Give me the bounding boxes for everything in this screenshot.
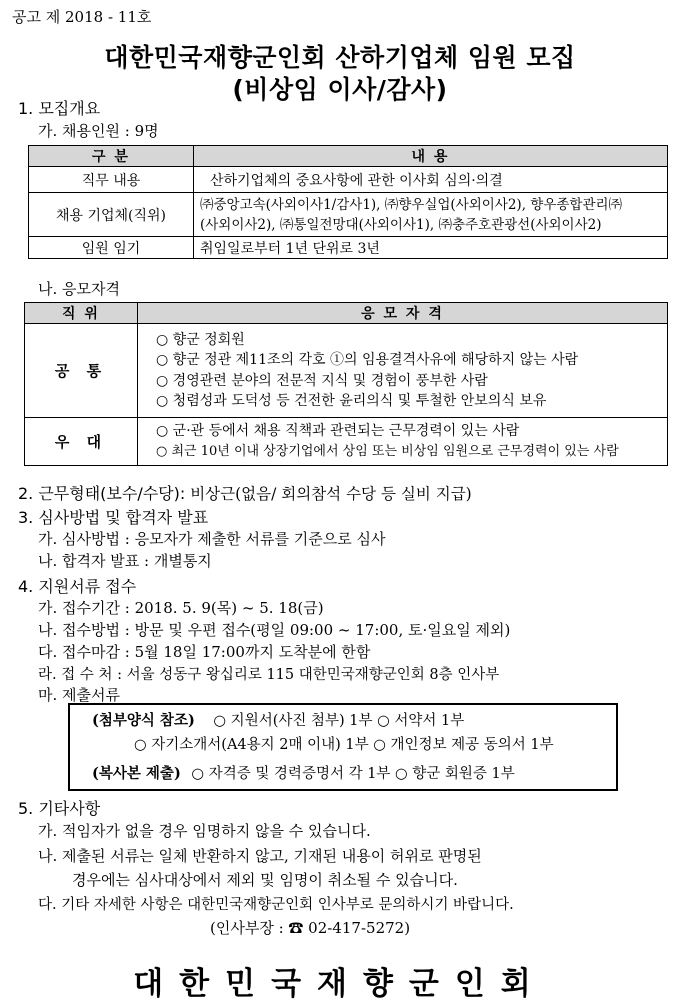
table-row [29, 237, 668, 259]
row-value [194, 193, 668, 237]
overview-header-category: 구 분 [29, 146, 194, 167]
section-1-heading: 1. 모집개요 [18, 99, 101, 118]
row-value [138, 418, 668, 466]
criteria-item: ○ 향군 정관 제11조의 각호 ①의 임용결격사유에 해당하지 않는 사람 [156, 352, 579, 368]
announcement: 나. 합격자 발표 : 개별통지 [38, 552, 212, 570]
section-5-heading: 5. 기타사항 [18, 799, 101, 818]
section-2 [18, 481, 472, 504]
row-value-line: ㈜중앙고속(사외이사1/감사1), ㈜향우실업(사외이사2), 향우종합관리㈜ [200, 196, 623, 213]
criteria-item: ○ 향군 정회원 [156, 331, 245, 348]
row-label: 채용 기업체(직위) [29, 193, 194, 237]
organization-name: 대한민국재향군인회 [133, 966, 547, 1002]
qual-header-position: 직 위 [25, 303, 138, 324]
qualification-heading: 나. 응모자격 [38, 280, 120, 298]
row-label: 직무 내용 [29, 167, 194, 193]
copy-label: (복사본 제출) [92, 765, 181, 782]
submission-place: 라. 접 수 처 : 서울 성동구 왕십리로 115 대한민국재향군인회 8층 인사부 [38, 667, 500, 683]
other-item: 나. 제출된 서류는 일체 반환하지 않고, 기재된 내용이 허위로 판명된 [38, 847, 482, 865]
row-label: 우 대 [25, 418, 138, 466]
attachment-items: ○ 지원서(사진 첨부) 1부 ○ 서약서 1부 [213, 713, 465, 729]
row-label: 공 통 [25, 324, 138, 418]
qual-header-criteria: 응 모 자 격 [138, 303, 668, 324]
row-label: 임원 임기 [29, 237, 194, 259]
documents-line-2: ○ 자기소개서(A4용지 2매 이내) 1부 ○ 개인정보 제공 동의서 1부 [134, 737, 554, 753]
other-item: 가. 적임자가 없을 경우 임명하지 않을 수 있습니다. [38, 822, 371, 840]
overview-table [28, 145, 668, 259]
copy-items: ○ 자격증 및 경력증명서 각 1부 ○ 향군 회원증 1부 [191, 766, 515, 782]
page-subtitle: (비상임 이사/감사) [232, 75, 448, 104]
submission-deadline: 다. 접수마감 : 5월 18일 17:00까지 도착분에 한함 [38, 643, 371, 661]
section-3-heading: 3. 심사방법 및 합격자 발표 [18, 508, 209, 527]
qualification-table [24, 302, 668, 466]
table-row [29, 167, 668, 193]
contact: (인사부장 : ☎ 02-417-5272) [210, 919, 411, 937]
page-title: 대한민국재향군인회 산하기업체 임원 모집 [104, 43, 576, 72]
documents-box [68, 703, 618, 791]
section-2-heading: 2. 근무형태(보수/수당): [18, 484, 186, 503]
submission-period: 가. 접수기간 : 2018. 5. 9(목) ~ 5. 18(금) [38, 599, 324, 617]
table-row [25, 324, 668, 418]
section-4-heading: 4. 지원서류 접수 [18, 577, 137, 596]
other-item: 경우에는 심사대상에서 제외 및 임명이 취소될 수 있습니다. [72, 871, 458, 889]
submission-method: 나. 접수방법 : 방문 및 우편 접수(평일 09:00 ~ 17:00, 토·일요일 제외) [38, 621, 511, 639]
work-type: 비상근(없음/ 회의참석 수당 등 실비 지급) [190, 485, 472, 503]
review-method: 가. 심사방법 : 응모자가 제출한 서류를 기준으로 심사 [38, 530, 386, 548]
row-value [138, 324, 668, 418]
documents-line-3 [92, 762, 515, 783]
criteria-item: ○ 경영관련 분야의 전문적 지식 및 경험이 풍부한 사람 [156, 372, 488, 389]
criteria-item: ○ 군·관 등에서 채용 직책과 관련되는 근무경력이 있는 사람 [156, 423, 520, 439]
row-value: 취임일로부터 1년 단위로 3년 [194, 237, 668, 259]
criteria-item: ○ 청렴성과 도덕성 등 건전한 윤리의식 및 투철한 안보의식 보유 [156, 393, 547, 409]
recruit-count: 가. 채용인원 : 9명 [38, 122, 159, 140]
overview-header-content: 내 용 [194, 146, 668, 167]
criteria-item: ○ 최근 10년 이내 상장기업에서 상임 또는 비상임 임원으로 근무경력이 있는 사람 [156, 443, 619, 459]
notice-number: 공고 제 2018 - 11호 [12, 8, 152, 26]
other-item: 다. 기타 자세한 사항은 대한민국재향군인회 인사부로 문의하시기 바랍니다. [38, 897, 514, 913]
attachment-label: (첨부양식 참조) [92, 712, 195, 729]
table-row [29, 193, 668, 237]
documents-line-1 [92, 709, 464, 730]
row-value: 산하기업체의 중요사항에 관한 이사회 심의·의결 [194, 167, 668, 193]
row-value-line: (사외이사2), ㈜통일전망대(사외이사1), ㈜충주호관광선(사외이사2) [200, 216, 602, 233]
required-documents: 마. 제출서류 [38, 686, 120, 704]
table-row [25, 418, 668, 466]
